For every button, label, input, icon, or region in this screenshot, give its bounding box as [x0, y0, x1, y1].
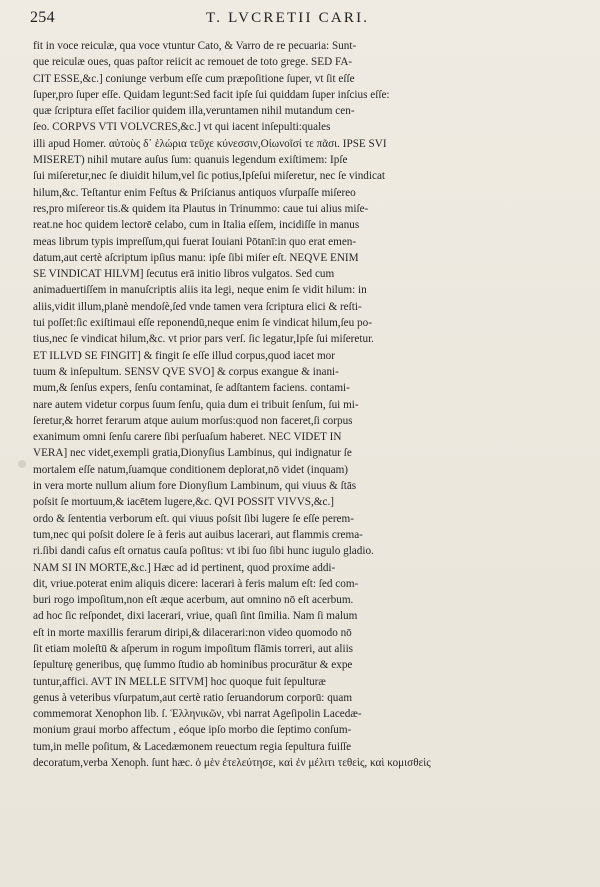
text-line: eſt in morte maxillis ferarum diripi,& dilacerari:non video quomodo nō — [33, 626, 352, 639]
text-line: tuntur,affici. AVT IN MELLE SITVM] hoc quoque fuit ſepulturæ — [33, 675, 326, 688]
text-line: datum,aut certè aſcriptum ipſius manu: ipſe ſibi miſer eſt. NEQVE ENIM — [33, 251, 359, 264]
text-line: mortalem eſſe natum,ſuamque conditionem deplorat,nō videt (inquam) — [33, 463, 349, 476]
text-line: reat.ne hoc quidem lectorē celabo, cum in Italia eſſem, incidiſſe in manus — [33, 219, 360, 232]
text-line: decoratum,verba Xenoph. ſunt hæc. ὁ μὲν ἐτελεύτησε, καὶ ἐν μέλιτι τεθεὶς, καὶ κομισθεὶς — [33, 757, 431, 770]
text-line: exanimum omni ſenſu carere ſibi perſuaſum haberet. NEC VIDET IN — [33, 431, 342, 444]
text-line: ſepulturę generibus, quę ſummo ſtudio ab hominibus procurātur & expe — [33, 659, 353, 672]
text-line: CIT ESSE,&c.] coniunge verbum eſſe cum præpoſitione ſuper, vt ſit eſſe — [33, 72, 355, 85]
text-line: in vera morte nullum alium fore Dionyſium Lambinum, qui viuus & ſtās — [33, 480, 357, 493]
text-line: tius,nec ſe vindicat hilum,&c. vt prior pars verſ. ſic legatur,Ipſe ſui miſeretur. — [33, 333, 374, 346]
text-line: illi apud Homer. αὐτοὺς δ᾽ ἑλώρια τεῦχε κύνεσσιν,Οἰωνοῖσί τε πᾶσι. IPSE SVI — [33, 137, 387, 150]
text-line: dit, vriue.poterat enim aliquis dicere: lacerari à feris malum eſt: ſed com- — [33, 577, 359, 590]
text-line: VERA] nec videt,exempli gratia,Dionyſius Lambinus, qui indignatur ſe — [33, 447, 352, 460]
running-title: T. LVCRETII CARI. — [206, 10, 370, 26]
page-number: 254 — [30, 9, 55, 26]
text-line: commemorat Xenophon lib. ſ. Ἑλληνικῶν, vbi narrat Ageſipolin Lacedæ- — [33, 708, 362, 721]
text-line: tui poſſet:ſic exiſtimaui eſſe reponendū,neque enim ſe vindicat hilum,ſeu po- — [33, 317, 372, 330]
page-header — [30, 9, 578, 31]
text-line: ET ILLVD SE FINGIT] & fingit ſe eſſe illud corpus,quod iacet mor — [33, 349, 336, 362]
text-line: tum,in melle poſitum, & Lacedæmonem reuectum regia ſepultura fuiſſe — [33, 740, 352, 753]
text-line: tum,nec qui poſsit dolere ſe à feris aut auibus lacerari, aut flammis crema- — [33, 528, 363, 541]
text-line: fit in voce reiculæ, qua voce vtuntur Cato, & Varro de re pecuaria: Sunt- — [33, 40, 357, 52]
text-line: ſui miſeretur,nec ſe diuidit hilum,vel ſic potius,Ipſeſui miſeretur, nec ſe vindicat — [33, 170, 386, 183]
text-line: ri.ſibi dandi caſus eſt ornatus cauſa poſitus: vt ibi ſuo ſibi hunc iugulo gladio. — [33, 545, 374, 558]
text-line: ad hoc ſic reſpondet, dixi lacerari, vriue, quaſi ſint ſimilia. Nam ſi malum — [33, 610, 358, 623]
text-line: ſuper,pro ſuper eſſe. Quidam legunt:Sed facit ipſe ſui quiddam ſuper inſcius eſſe: — [33, 88, 390, 101]
text-line: ſeo. CORPVS VTI VOLVCRES,&c.] vt qui iacent inſepulti:quales — [33, 121, 331, 134]
text-line: ſit etiam moleſtū & aſperum in rogum impoſitum flāmis torreri, aut aliis — [33, 642, 354, 655]
ink-blemish — [18, 460, 26, 468]
text-line: buri rogo impoſitum,non eſt æque acerbum, aut omnino nō eſt acerbum. — [33, 594, 354, 607]
text-line: ſeretur,& horret ferarum atque auium morſus:quod non faceret,ſi corpus — [33, 414, 353, 427]
text-line: monium graui morbo affectum , eóque ipſo morbo die ſeptimo conſum- — [33, 724, 352, 737]
text-line: MISERET) nihil mutare auſus ſum: quanuis legendum exiſtimem: Ipſe — [33, 154, 348, 167]
text-line: genus à veteribus vſurpatum,aut certè ratio ſeruandorum corporū: quam — [33, 691, 353, 704]
text-line: nare autem videtur corpus ſuum ſenſu, quia dum ei tribuit ſenſum, ſui mi- — [33, 398, 359, 411]
text-line: meas librum typis impreſſum,qui fuerat Iouiani Pōtanī:in quo erat emen- — [33, 235, 357, 248]
text-line: NAM SI IN MORTE,&c.] Hæc ad id pertinent, quod proxime addi- — [33, 561, 336, 574]
text-line: mum,& ſenſus expers, ſenſu contaminat, ſe adſtantem faciens. contami- — [33, 382, 350, 395]
text-line: poſsit ſe mortuum,& iacētem lugere,&c. QVI POSSIT VIVVS,&c.] — [33, 496, 334, 509]
text-line: aliis,vidit illum,planè mendoſè,ſed vnde tamen vera ſcriptura elici & reſti- — [33, 300, 362, 313]
text-line: quæ ſcriptura eſſet facilior quidem illa,veruntamen nihil mutandum cen- — [33, 105, 355, 118]
text-line: SE VINDICAT HILVM] ſecutus erā initio libros vulgatos. Sed cum — [33, 268, 335, 281]
text-line: ordo & ſententia verborum eſt. qui viuus poſsit ſibi lugere ſe eſſe perem- — [33, 512, 354, 525]
text-line: animaduertiſſem in manuſcriptis aliis ita legi, neque enim ſe vidit hilum: in — [33, 284, 367, 297]
commentary-text — [33, 38, 575, 771]
text-line: tuum & inſepultum. SENSV QVE SVO] & corpus exangue & inani- — [33, 365, 339, 378]
text-line: hilum,&c. Teſtantur enim Feſtus & Priſcianus antiquos vſurpaſſe miſereo — [33, 186, 356, 199]
text-line: que reiculæ oues, quas paſtor reiicit ac remouet de toto grege. SED FA- — [33, 56, 353, 69]
text-line: res,pro miſereor tis.& quidem ita Plautus in Trinummo: caue tui alius miſe- — [33, 202, 369, 215]
